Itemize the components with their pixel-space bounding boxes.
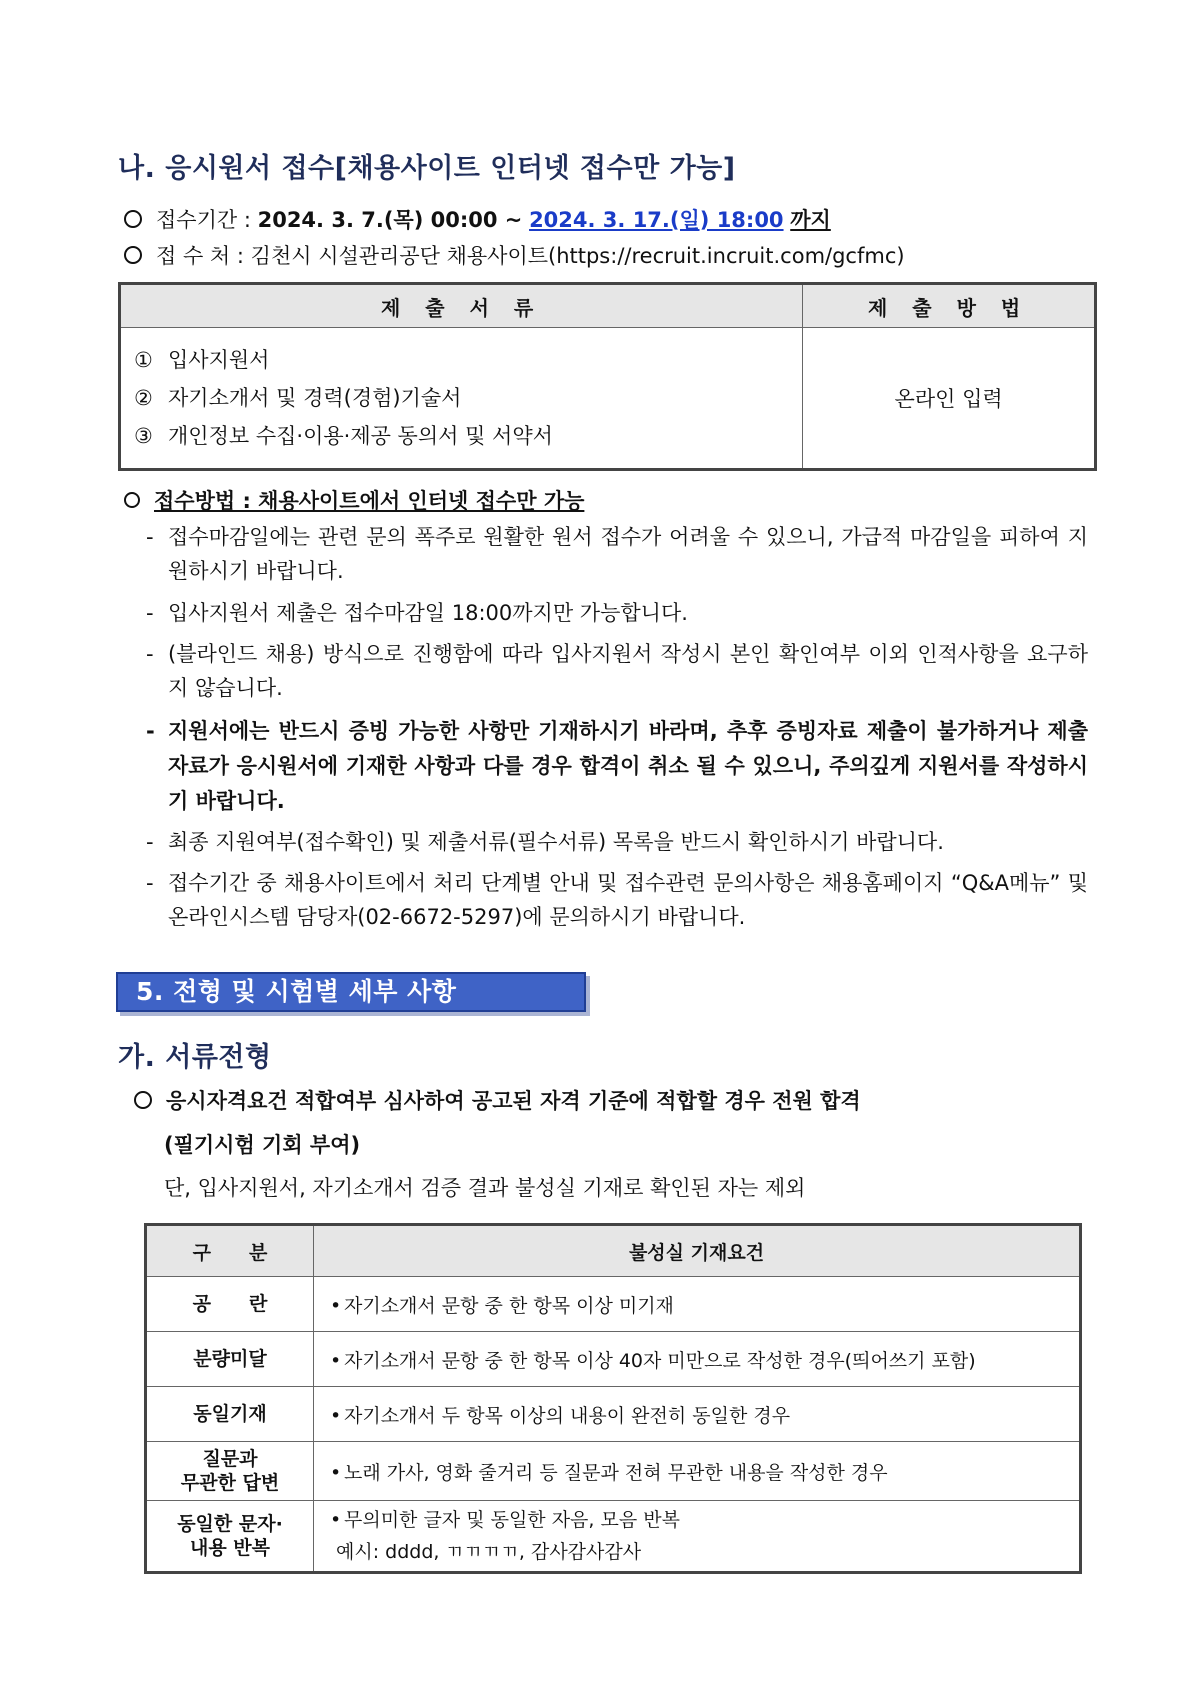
dash-icon: - (146, 830, 154, 854)
exception-text: 단, 입사지원서, 자기소개서 검증 결과 불성실 기재로 확인된 자는 제외 (164, 1176, 806, 1200)
note-text: 접수마감일에는 관련 문의 폭주로 원활한 원서 접수가 어려울 수 있으니, 가급적 마감일을 피하여 지원하시기 바랍니다. (168, 525, 1088, 583)
table-row (146, 1277, 1081, 1332)
requirement-text: 자기소개서 두 항목 이상의 내용이 완전히 동일한 경우 (344, 1404, 791, 1427)
dash-icon: - (146, 642, 154, 666)
bullet-icon: • (330, 1461, 342, 1484)
dash-icon: - (146, 871, 154, 895)
category-cell (146, 1501, 314, 1573)
category-line: 동일한 문자· (177, 1513, 283, 1535)
item-number: ② (134, 386, 153, 410)
pass-rule-line (134, 1085, 861, 1115)
period-line (124, 204, 831, 234)
header-method: 제 출 방 법 (803, 284, 1096, 328)
circle-bullet-icon (124, 492, 140, 508)
method-note-line (124, 485, 584, 515)
note-item-3 (146, 637, 1088, 705)
period-suffix: 까지 (790, 208, 831, 232)
requirement-cell (314, 1442, 1081, 1501)
header-requirement: 불성실 기재요건 (314, 1225, 1081, 1277)
table-row (146, 1332, 1081, 1387)
subsection-title: 가. 서류전형 (118, 1042, 272, 1073)
bullet-icon: • (330, 1349, 342, 1372)
category-cell: 동일기재 (146, 1387, 314, 1442)
category-cell: 분량미달 (146, 1332, 314, 1387)
circle-bullet-icon (124, 246, 142, 264)
item-text: 자기소개서 및 경력(경험)기술서 (168, 386, 462, 410)
requirement-text: 노래 가사, 영화 줄거리 등 질문과 전혀 무관한 내용을 작성한 경우 (344, 1461, 888, 1484)
dash-icon: - (146, 719, 155, 743)
list-item (134, 417, 801, 455)
requirement-cell (314, 1332, 1081, 1387)
list-item (134, 379, 801, 417)
category-cell (146, 1442, 314, 1501)
requirement-cell (314, 1387, 1081, 1442)
requirement-text: 자기소개서 문항 중 한 항목 이상 미기재 (344, 1294, 674, 1317)
section-title-application: 나. 응시원서 접수[채용사이트 인터넷 접수만 가능] (118, 153, 736, 184)
note-text: 접수기간 중 채용사이트에서 처리 단계별 안내 및 접수관련 문의사항은 채용홈페이지 “Q&A메뉴” 및 온라인시스템 담당자(02-6672-5297)에 문의하시기 바랍니다. (168, 871, 1088, 929)
category-line: 질문과 (202, 1448, 258, 1470)
note-item-6 (146, 866, 1088, 934)
note-item-4 (146, 714, 1088, 819)
category-cell: 공 란 (146, 1277, 314, 1332)
place-line (124, 240, 905, 270)
bullet-icon: • (330, 1294, 342, 1317)
note-item-2 (146, 596, 1088, 630)
section-banner: 5. 전형 및 시험별 세부 사항 (116, 972, 586, 1012)
header-category: 구 분 (146, 1225, 314, 1277)
item-text: 입사지원서 (168, 348, 270, 372)
requirement-cell (314, 1501, 1081, 1573)
note-item-1 (146, 520, 1088, 588)
category-line: 내용 반복 (189, 1537, 271, 1559)
requirement-text: 자기소개서 문항 중 한 항목 이상 40자 미만으로 작성한 경우(띄어쓰기 포함) (344, 1349, 976, 1372)
header-docs: 제 출 서 류 (120, 284, 803, 328)
requirement-cell (314, 1277, 1081, 1332)
category-line: 무관한 답변 (180, 1472, 280, 1494)
item-number: ③ (134, 424, 153, 448)
docs-list (122, 341, 801, 455)
bullet-icon: • (330, 1404, 342, 1427)
note-text: 최종 지원여부(접수확인) 및 제출서류(필수서류) 목록을 반드시 확인하시기 바랍니다. (168, 830, 944, 854)
dash-icon: - (146, 601, 154, 625)
example-text: 예시: dddd, ㄲㄲㄲㄲ, 감사감사감사 (336, 1541, 642, 1563)
place-label: 접 수 처 : (156, 244, 244, 268)
circle-bullet-icon (134, 1091, 152, 1109)
method-note-title: 접수방법 : 채용사이트에서 인터넷 접수만 가능 (154, 489, 585, 513)
method-cell: 온라인 입력 (803, 328, 1096, 470)
docs-cell (120, 328, 803, 470)
period-start: 2024. 3. 7.(목) 00:00 ~ (257, 208, 523, 232)
table-row (146, 1501, 1081, 1573)
requirement-text: 무의미한 글자 및 동일한 자음, 모음 반복 (344, 1509, 680, 1531)
place-value: 김천시 시설관리공단 채용사이트(https://recruit.incruit.com/gcfmc) (250, 244, 905, 268)
table-header-row (146, 1225, 1081, 1277)
item-text: 개인정보 수집·이용·제공 동의서 및 서약서 (168, 424, 553, 448)
dash-icon: - (146, 525, 154, 549)
insincere-table (144, 1223, 1082, 1574)
note-text: 입사지원서 제출은 접수마감일 18:00까지만 가능합니다. (168, 601, 688, 625)
list-item (134, 341, 801, 379)
table-row (120, 328, 1096, 470)
circle-bullet-icon (124, 210, 142, 228)
pass-rule-text: 응시자격요건 적합여부 심사하여 공고된 자격 기준에 적합할 경우 전원 합격 (166, 1089, 861, 1113)
note-text: 지원서에는 반드시 증빙 가능한 사항만 기재하시기 바라며, 추후 증빙자료 제출이 불가하거나 제출자료가 응시원서에 기재한 사항과 다를 경우 합격이 취소 될 수 있으니, 주의깊게 지원서를 작성하시기 바랍니다. (168, 719, 1088, 813)
note-text: (블라인드 채용) 방식으로 진행함에 따라 입사지원서 작성시 본인 확인여부 이외 인적사항을 요구하지 않습니다. (168, 642, 1088, 700)
pass-rule-note: (필기시험 기회 부여) (164, 1133, 361, 1157)
note-item-5 (146, 825, 1088, 859)
period-end: 2024. 3. 17.(일) 18:00 (529, 208, 784, 232)
submission-table (118, 282, 1097, 471)
bullet-icon: • (330, 1509, 342, 1531)
item-number: ① (134, 348, 153, 372)
period-label: 접수기간 : (156, 208, 251, 232)
table-header-row (120, 284, 1096, 328)
table-row (146, 1387, 1081, 1442)
table-row (146, 1442, 1081, 1501)
